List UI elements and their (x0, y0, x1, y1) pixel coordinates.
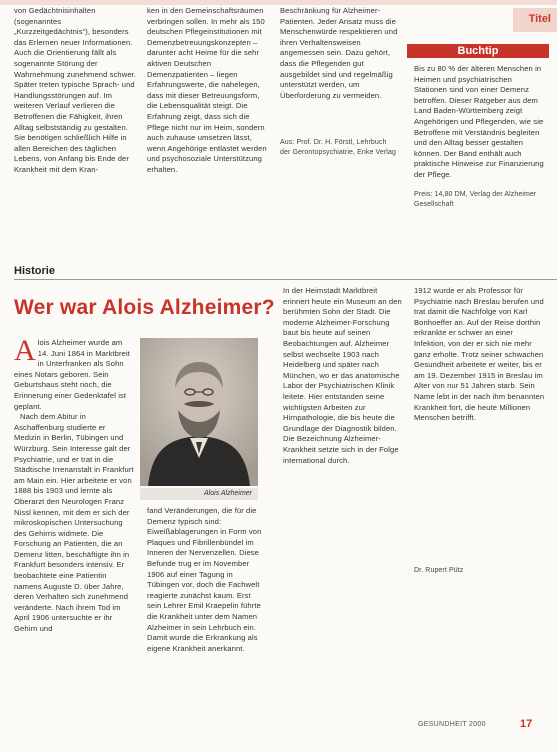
top-column-1-text: von Gedächtnisinhalten (sogenanntes „Kurzzeitgedächtnis“), besonders das Erlernen neuer Informationen. Auch die Orientierung fällt als sogenannte Störung der Wahrnehmung zunehmend schwer. Später treten typische Sprach- und Handlungsstörungen auf. Im weiteren Verlauf verlieren die Betroffenen die Fähigkeit, ihren Alltag selbstständig zu gestalten. Sie benötigen schließlich Hilfe in allen Bereichen des täglichen Lebens, von Anfang bis Ende der Krankheit mit dem Kran- (14, 6, 137, 174)
buchtip-text: Bis zu 80 % der älteren Menschen in Heimen und psychiatrischen Stationen sind von einer Demenz betroffen. Dieser Ratgeber aus dem Land Baden-Württemberg zeigt Angehörigen und Pflegenden, wie sie Betroffene mit Verständnis begleiten und den Alltag besser gestalten können. Der Band enthält auch praktische Hinweise zur Finanzierung der Pflege. (414, 64, 544, 179)
photo-caption (140, 488, 258, 500)
buchtip-box (414, 64, 546, 224)
article-column-1-lead (14, 338, 134, 412)
top-column-3-text: Beschränkung für Alzheimer-Patienten. Jeder Ansatz muss die Menschenwürde respektieren und ihren Verhaltensweisen angemessen sein. Dazu gehört, dass die Pflegenden gut ausgebildet sind und regelmäßig unterstützt werden, um Überforderung zu vermeiden. (280, 6, 398, 100)
article-column-1-text: Nach dem Abitur in Aschaffenburg studierte er Medizin in Berlin, Tübingen und Würzburg. Sein Interesse galt der Psychiatrie, und er trat in die Städtische Irrenanstalt in Frankfurt am Main ein. Hier arbeitete er von 1888 bis 1903 und lernte als Oberarzt den Neurologen Franz Nissl kennen, mit dem er sich der mikroskopischen Untersuchung des Gehirns widmete. Die Forschung an Patienten, die an Demenz litten, beschäftigte ihn in Frankfurt besonders intensiv. Er beobachtete eine Patientin namens Auguste D. über Jahre, deren Verhalten sich zunehmend veränderte. Nach ihrem Tod im April 1906 untersuchte er ihr Gehirn und (14, 412, 134, 634)
page-number: 17 (520, 718, 533, 730)
top-column-2-text: ken in den Gemeinschaftsräumen verbringen sollen. In mehr als 150 deutschen Pflegeinstitutionen mit Demenzbetreuungskonzepten – darunter acht Heime für die sehr aktiven Deutschen Demenzpatienten – liegen Erfahrungswerte, die nahelegen, dass mit dieser Betreuungsform, die Lebensqualität steigt. Die Erfahrung zeigt, dass sich die Pflege nicht nur im Heim, sondern auch zuhause umsetzen lässt, wenn Angehörige entlastet werden und psychosoziale Unterstützung erhalten. (147, 6, 267, 174)
article-column-3 (283, 286, 403, 708)
top-strip (0, 0, 557, 5)
top-column-1 (14, 6, 138, 254)
article-column-1-lead-text: lois Alzheimer wurde am 14. Juni 1864 in Marktbreit in Unterfranken als Sohn eines Notars geboren. Sein Geburtshaus steht noch, die Erinnerung einer Gedenktafel ist geplant. (14, 338, 130, 411)
top-column-3 (280, 6, 398, 254)
article-column-4 (414, 286, 546, 586)
portrait-photo (140, 338, 258, 486)
article-column-4-text: 1912 wurde er als Professor für Psychiatrie nach Breslau berufen und trat damit die Nachfolge von Karl Bonhoeffer an. Auf der Reise dorthin erkrankte er schwer an einer Infektion, von der er sich nie mehr ganz erholte. Trotz seiner schwachen Gesundheit arbeitete er weiter, bis er am 19. Dezember 1915 in Breslau im Alter von nur 51 Jahren starb. Sein Name lebt in der nach ihm benannten Krankheit fort, die heute Millionen Menschen betrifft. (414, 286, 545, 423)
article-column-4-source: Dr. Rupert Pütz (414, 567, 464, 574)
portrait-image (140, 338, 258, 486)
article-column-1 (14, 338, 134, 708)
drop-cap: A (14, 338, 36, 367)
section-label: Historie (14, 265, 55, 277)
section-tab-label: Titel (528, 13, 551, 25)
buchtip-source: Preis: 14,80 DM, Verlag der Alzheimer Gesellschaft (414, 191, 537, 208)
article-column-3-text: In der Heimstadt Marktbreit erinnert heute ein Museum an den berühmten Sohn der Stadt. Die moderne Alzheimer-Forschung baut bis heute auf seinen Beobachtungen auf. Alzheimer selbst wechselte 1903 nach Heidelberg und später nach München, wo er das anatomische Labor der Psychiatrischen Klinik leitete. Hier entstanden seine wichtigsten Arbeiten zur Hirnpathologie, die bis heute die Grundlage der Diagnostik bilden. Die Bezeichnung Alzheimer-Krankheit setzte sich in der Folge international durch. (283, 286, 402, 465)
photo-caption-text: Alois Alzheimer (204, 490, 252, 497)
article-headline: Wer war Alois Alzheimer? (14, 296, 275, 319)
top-column-3-source: Aus: Prof. Dr. H. Förstl, Lehrbuch der Gerontopsychiatrie, Enke Verlag (280, 139, 396, 156)
section-rule (14, 279, 557, 280)
footer-magazine: GESUNDHEIT 2000 (418, 721, 486, 728)
article-column-2-text: fand Veränderungen, die für die Demenz typisch sind: Eiweißablagerungen in Form von Plaques und Fibrillenbündel im Inneren der Nervenzellen. Diese Befunde trug er im November 1906 auf einer Tagung in Tübingen vor, doch die Fachwelt reagierte zunächst kaum. Erst sein Lehrer Emil Kraepelin führte die Krankheit unter dem Namen Alzheimer in sein Lehrbuch ein. Damit wurde die Erkrankung als eigene Krankheit anerkannt. (147, 506, 262, 653)
article-column-2 (147, 506, 265, 708)
section-tab (513, 8, 557, 32)
top-column-2 (147, 6, 271, 254)
buchtip-heading: Buchtip (407, 44, 549, 58)
